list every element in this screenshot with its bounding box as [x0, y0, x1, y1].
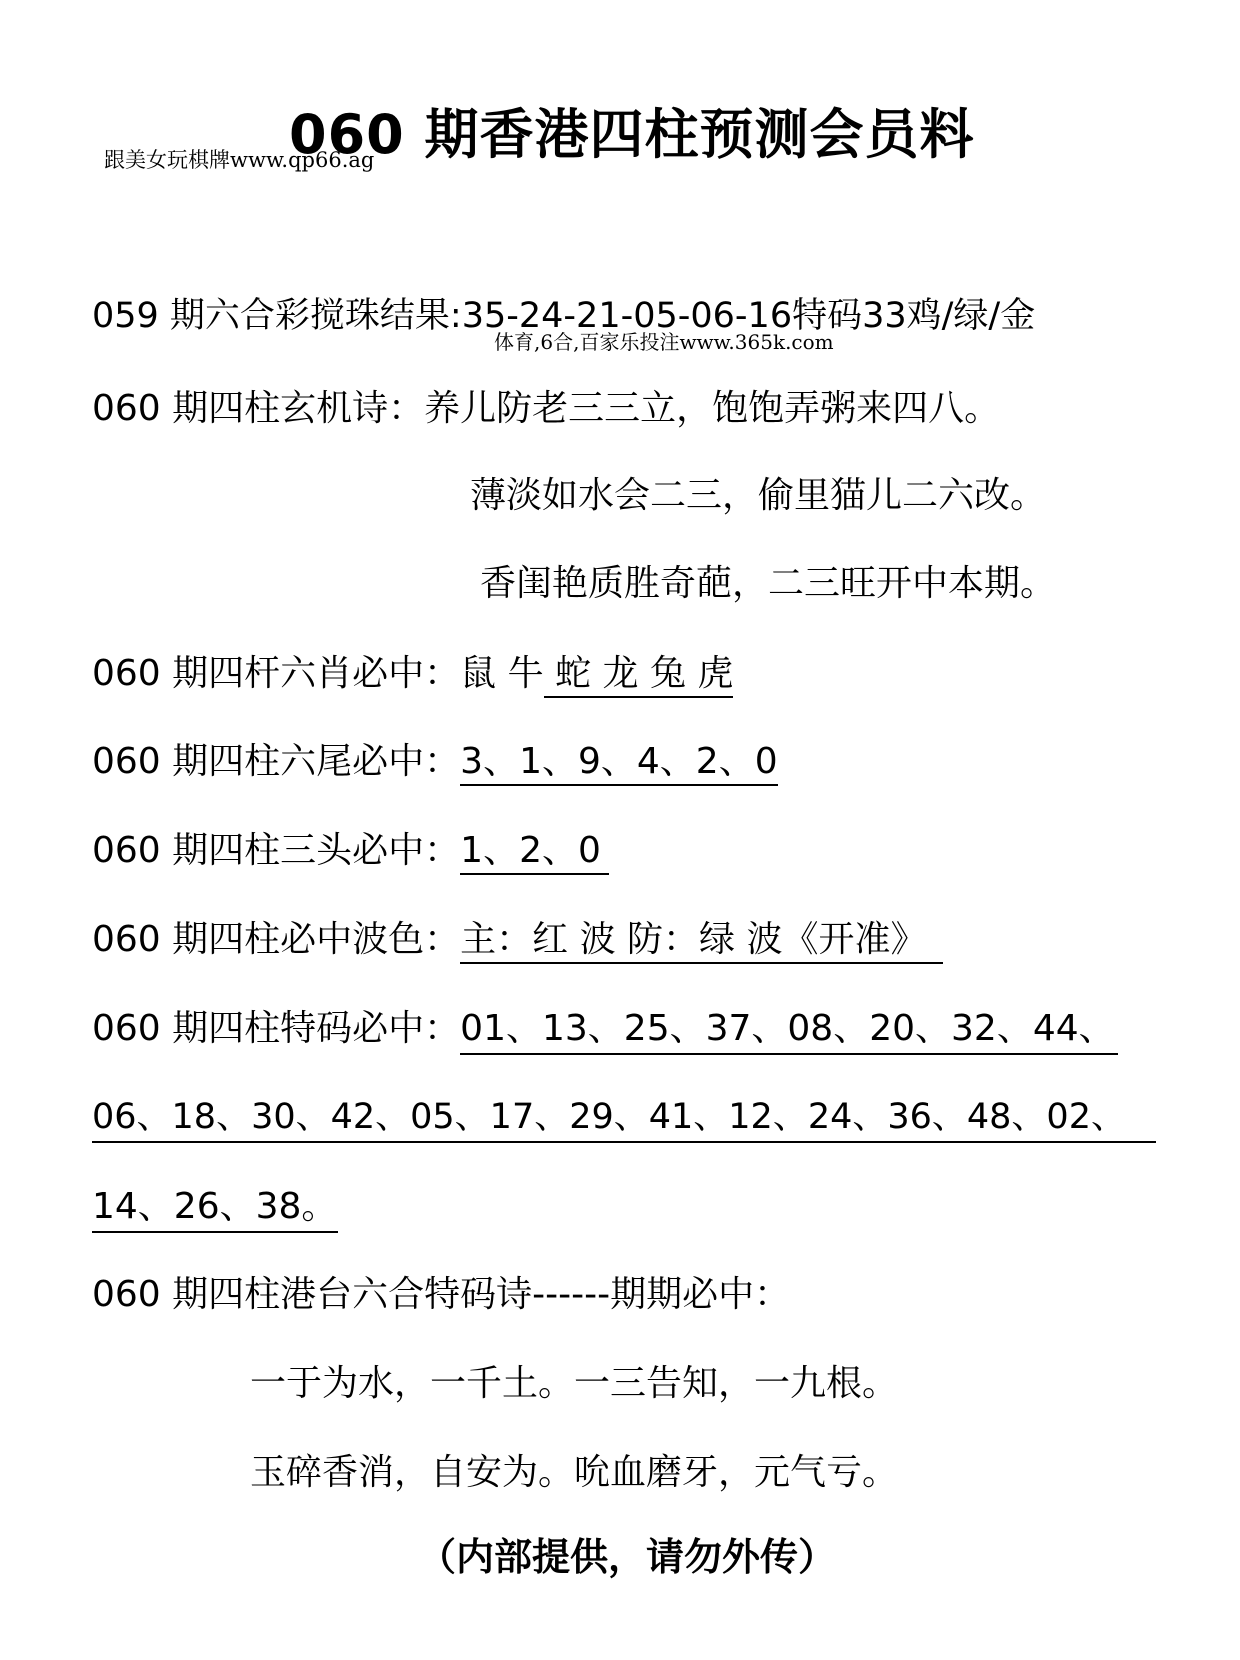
color-value: 主：红 波 防：绿 波《开准》	[460, 919, 942, 964]
tails-value: 3、1、9、4、2、0	[460, 741, 777, 786]
zodiac-row	[92, 645, 733, 696]
page-title: 060 期香港四柱预测会员料	[289, 103, 975, 166]
special-row	[92, 1000, 1118, 1055]
hk-poem-label: 060 期四柱港台六合特码诗------期期必中：	[92, 1274, 791, 1315]
poem-line: 香闺艳质胜奇葩，二三旺开中本期。	[480, 563, 1057, 604]
watermark-text-2: 体育,6合,百家乐投注www.365k.com	[494, 330, 834, 354]
special-label: 060 期四柱特码必中：	[92, 1008, 461, 1049]
hk-poem-line: 一于为水，一千土。一三告知，一九根。	[250, 1363, 899, 1404]
color-label: 060 期四柱必中波色：	[92, 919, 461, 960]
poem-line: 养儿防老三三立，饱饱弄粥来四八。	[424, 388, 1001, 429]
special-numbers-line: 06、18、30、42、05、17、29、41、12、24、36、48、02、	[92, 1089, 1156, 1143]
zodiac-underlined-value: 蛇 龙 兔 虎	[544, 653, 734, 698]
footer-note: （内部提供，请勿外传）	[418, 1535, 837, 1579]
tails-label: 060 期四柱六尾必中：	[92, 741, 461, 782]
poem-line: 薄淡如水会二三，偷里猫儿二六改。	[470, 475, 1047, 516]
zodiac-label: 060 期四杆六肖必中：	[92, 653, 461, 694]
hk-poem-line: 玉碎香消，自安为。吮血磨牙，元气亏。	[250, 1452, 899, 1493]
special-numbers-line: 14、26、38。	[92, 1178, 338, 1233]
watermark-text: 跟美女玩棋牌www.qp66.ag	[104, 148, 375, 172]
color-row	[92, 911, 943, 962]
poem-label: 060 期四柱玄机诗：	[92, 388, 425, 429]
heads-value: 1、2、0	[460, 830, 609, 875]
heads-row	[92, 822, 609, 873]
heads-label: 060 期四柱三头必中：	[92, 830, 461, 871]
poem-section	[92, 380, 1000, 431]
zodiac-plain-value: 鼠 牛	[460, 653, 544, 694]
special-numbers-line: 01、13、25、37、08、20、32、44、	[460, 1000, 1118, 1055]
tails-row	[92, 733, 778, 784]
previous-result-line: 059 期六合彩搅珠结果:35-24-21-05-06-16特码33鸡/绿/金	[92, 296, 1036, 336]
